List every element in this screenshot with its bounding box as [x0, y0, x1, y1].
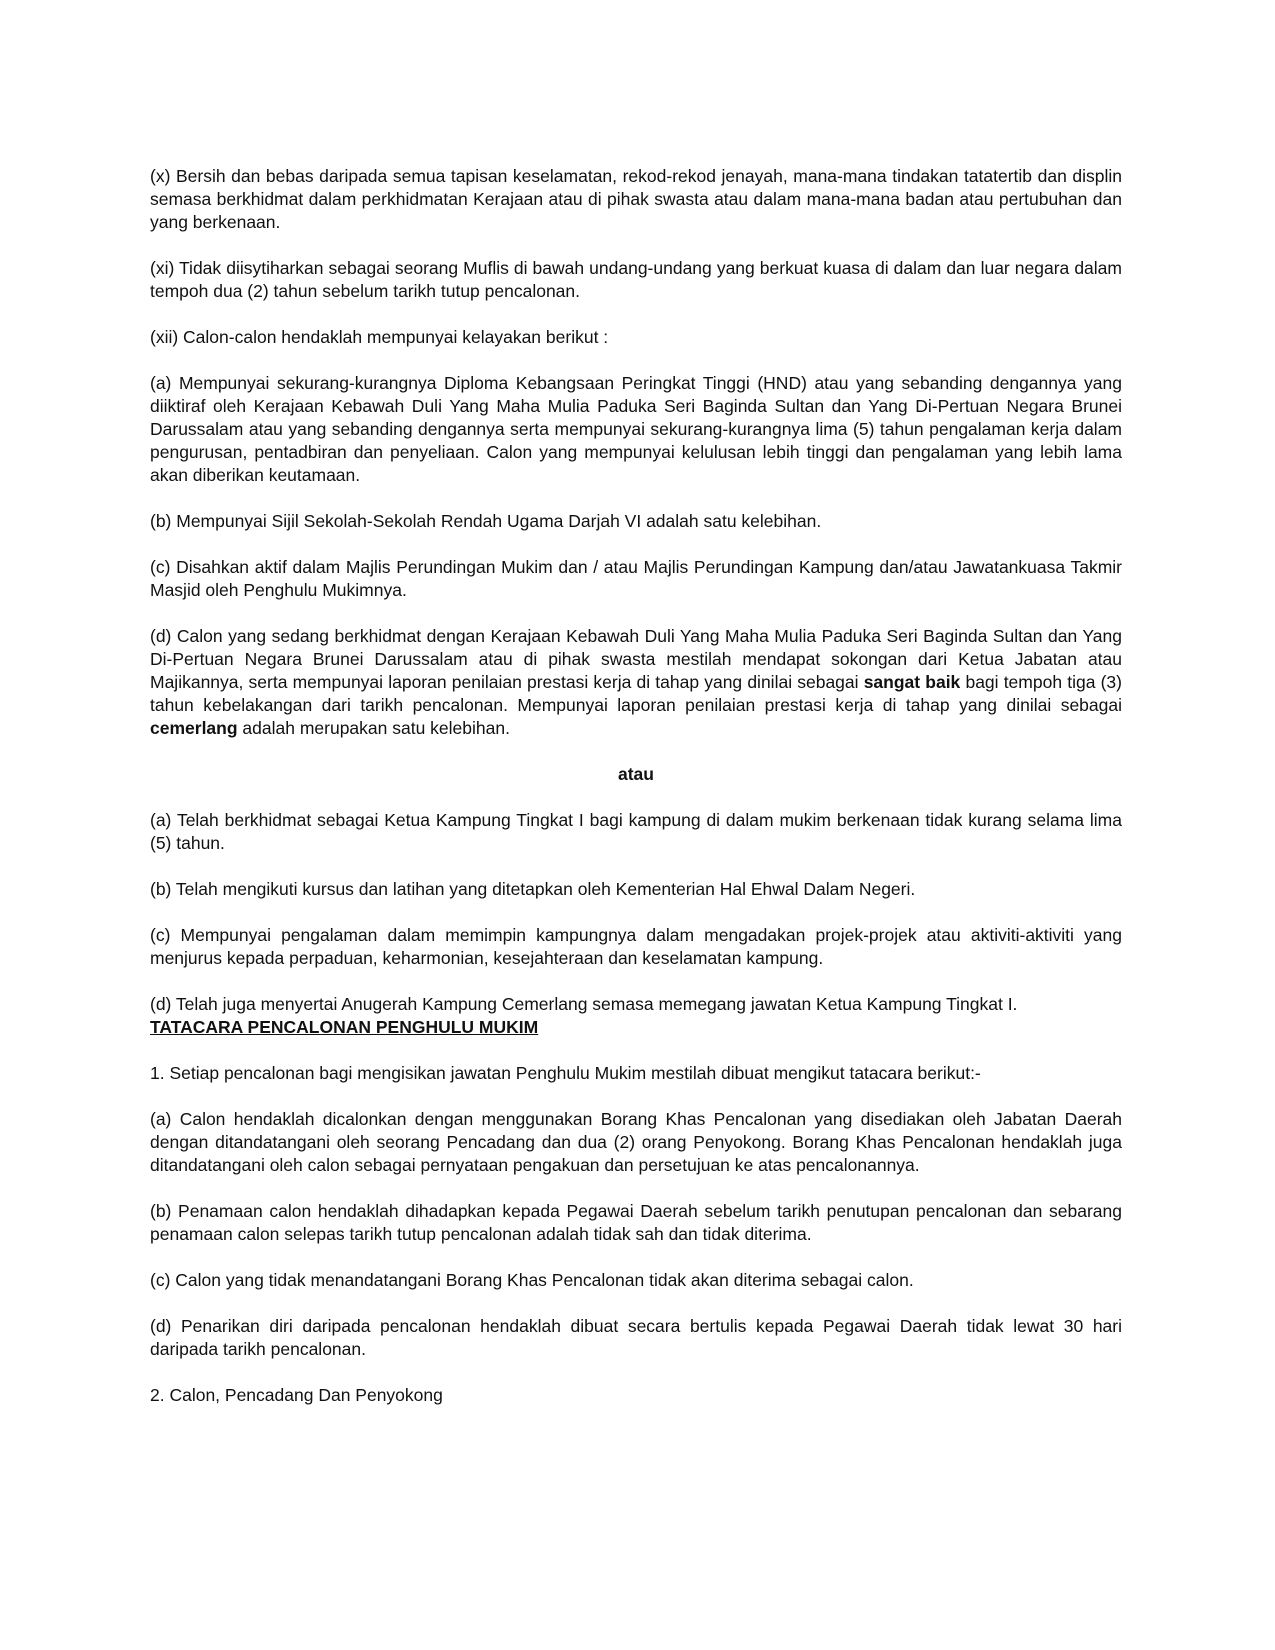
paragraph-xi: (xi) Tidak diisytiharkan sebagai seorang Muflis di bawah undang-undang yang berkuat kuasa di dalam dan luar negara dalam tempoh dua (2) tahun sebelum tarikh tutup pencalonan. — [150, 258, 1122, 301]
document-page — [150, 165, 1122, 1407]
qualification-d-bold-1: sangat baik — [863, 672, 961, 692]
procedure-d: (d) Penarikan diri daripada pencalonan hendaklah dibuat secara bertulis kepada Pegawai Daerah tidak lewat 30 hari daripada tarikh pencalonan. — [150, 1316, 1122, 1359]
qualification-c: (c) Disahkan aktif dalam Majlis Perundingan Mukim dan / atau Majlis Perundingan Kampung dan/atau Jawatankuasa Takmir Masjid oleh Penghulu Mukimnya. — [150, 557, 1122, 600]
qualification-b: (b) Mempunyai Sijil Sekolah-Sekolah Rendah Ugama Darjah VI adalah satu kelebihan. — [150, 511, 822, 531]
qualification-d-bold-2: cemerlang — [150, 718, 238, 738]
qualification-d-text-2: bagi tempoh tiga (3) tahun kebelakangan dari tarikh pencalonan. Mempunyai laporan penilaian prestasi kerja di tahap yang dinilai sebagai — [150, 672, 1122, 715]
paragraph-x: (x) Bersih dan bebas daripada semua tapisan keselamatan, rekod-rekod jenayah, mana-mana tindakan tatatertib dan displin semasa berkhidmat dalam perkhidmatan Kerajaan atau di pihak swasta atau dalam mana-mana badan atau pertubuhan dan yang berkenaan. — [150, 166, 1122, 232]
section-heading: TATACARA PENCALONAN PENGHULU MUKIM — [150, 1017, 539, 1037]
procedure-a: (a) Calon hendaklah dicalonkan dengan menggunakan Borang Khas Pencalonan yang disediakan oleh Jabatan Daerah dengan ditandatangani oleh seorang Pencadang dan dua (2) orang Penyokong. Borang Khas Pencalonan hendaklah juga ditandatangani oleh calon sebagai pernyataan pengakuan dan persetujuan ke atas pencalonannya. — [150, 1109, 1122, 1175]
qualification-d-text-1: (d) Calon yang sedang berkhidmat dengan Kerajaan Kebawah Duli Yang Maha Mulia Paduka Seri Baginda Sultan dan Yang Di-Pertuan Negara Brunei Darussalam atau di pihak swasta mestilah mendapat sokongan dari Ketua Jabatan atau Majikannya, serta mempunyai laporan penilaian prestasi kerja di tahap yang dinilai sebagai — [150, 626, 1122, 692]
qualification-d — [150, 625, 1122, 740]
procedure-b: (b) Penamaan calon hendaklah dihadapkan kepada Pegawai Daerah sebelum tarikh penutupan pencalonan dan sebarang penamaan calon selepas tarikh tutup pencalonan adalah tidak sah dan tidak diterima. — [150, 1201, 1122, 1244]
alternative-a: (a) Telah berkhidmat sebagai Ketua Kampung Tingkat I bagi kampung di dalam mukim berkenaan tidak kurang selama lima (5) tahun. — [150, 810, 1122, 853]
atau-separator: atau — [618, 764, 654, 784]
procedure-c: (c) Calon yang tidak menandatangani Borang Khas Pencalonan tidak akan diterima sebagai calon. — [150, 1270, 914, 1290]
qualification-a: (a) Mempunyai sekurang-kurangnya Diploma Kebangsaan Peringkat Tinggi (HND) atau yang sebanding dengannya yang diiktiraf oleh Kerajaan Kebawah Duli Yang Maha Mulia Paduka Seri Baginda Sultan dan Yang Di-Pertuan Negara Brunei Darussalam atau yang sebanding dengannya serta mempunyai sekurang-kurangnya lima (5) tahun pengalaman kerja dalam pengurusan, pentadbiran dan penyeliaan. Calon yang mempunyai kelulusan lebih tinggi dan pengalaman yang lebih lama akan diberikan keutamaan. — [150, 373, 1122, 485]
alternative-c: (c) Mempunyai pengalaman dalam memimpin kampungnya dalam mengadakan projek-projek atau aktiviti-aktiviti yang menjurus kepada perpaduan, keharmonian, kesejahteraan dan keselamatan kampung. — [150, 925, 1122, 968]
alternative-d: (d) Telah juga menyertai Anugerah Kampung Cemerlang semasa memegang jawatan Ketua Kampung Tingkat I. — [150, 994, 1018, 1014]
alternative-b: (b) Telah mengikuti kursus dan latihan yang ditetapkan oleh Kementerian Hal Ehwal Dalam Negeri. — [150, 879, 916, 899]
paragraph-xii: (xii) Calon-calon hendaklah mempunyai kelayakan berikut : — [150, 327, 609, 347]
procedure-1: 1. Setiap pencalonan bagi mengisikan jawatan Penghulu Mukim mestilah dibuat mengikut tatacara berikut:- — [150, 1063, 981, 1083]
qualification-d-text-3: adalah merupakan satu kelebihan. — [237, 718, 510, 738]
procedure-2: 2. Calon, Pencadang Dan Penyokong — [150, 1385, 443, 1405]
